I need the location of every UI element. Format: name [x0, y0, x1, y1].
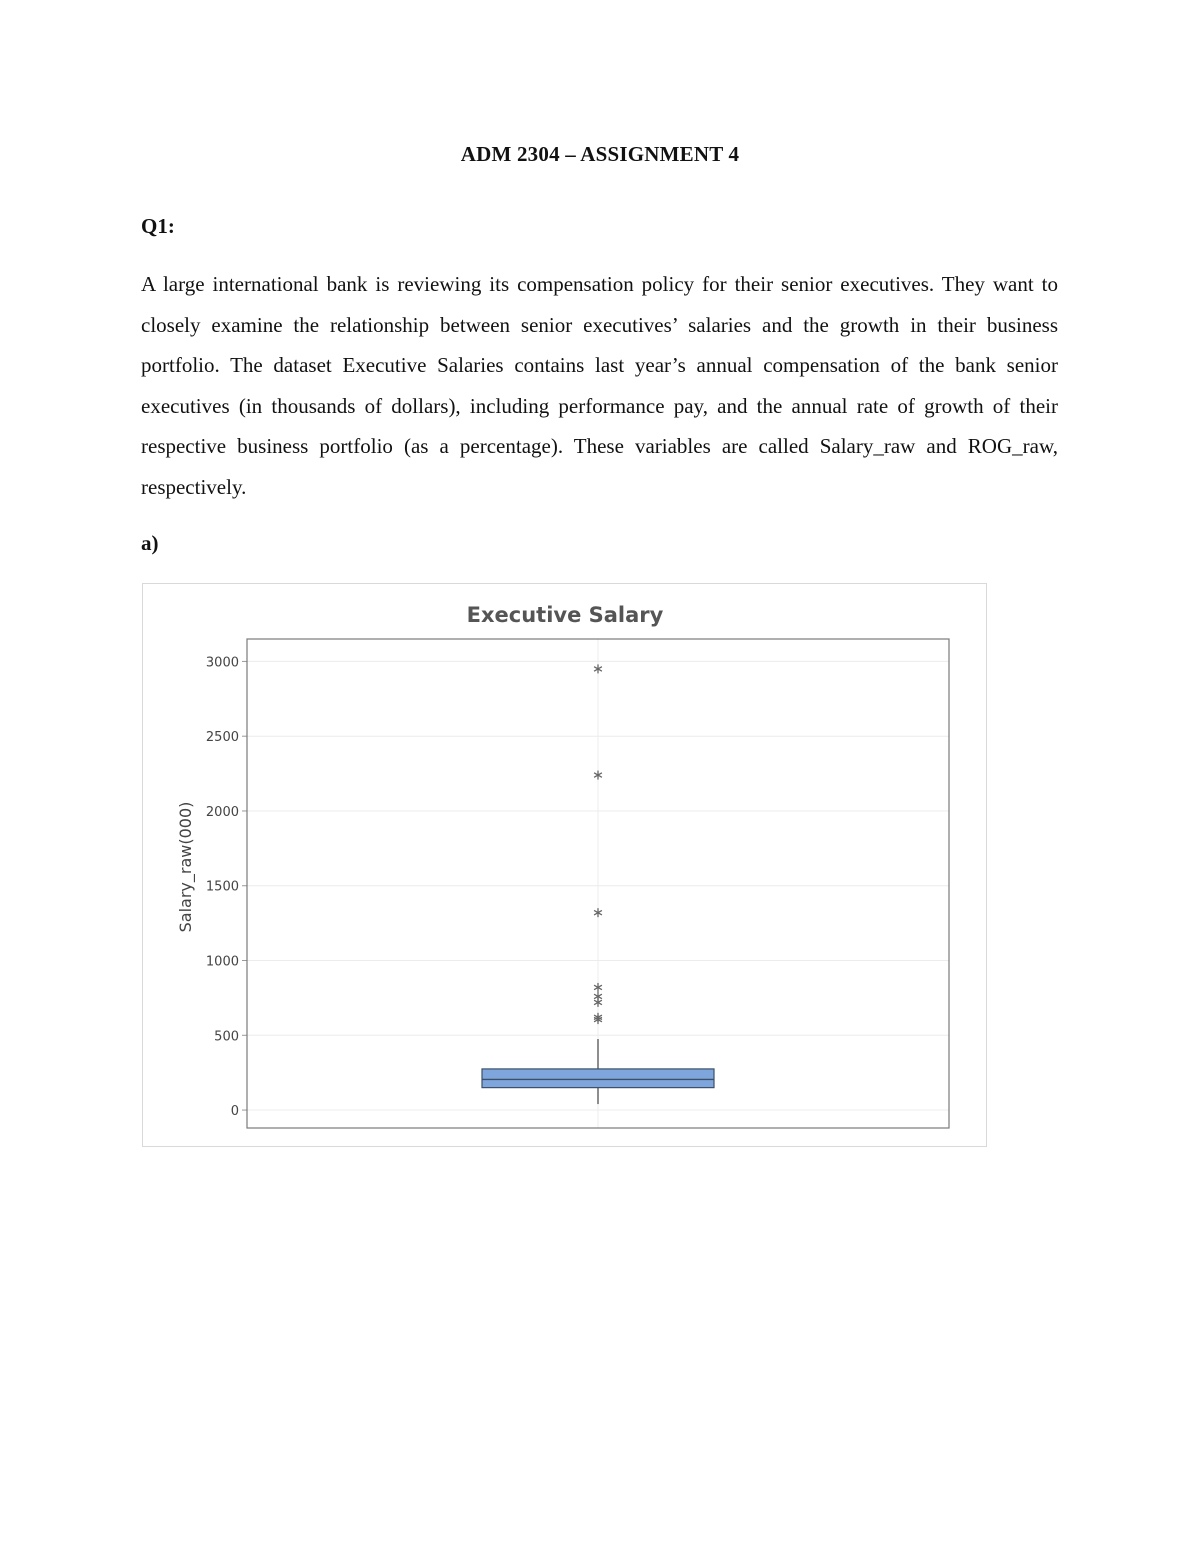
- outlier-point-4: [594, 983, 602, 992]
- document-title: ADM 2304 – ASSIGNMENT 4: [460, 142, 740, 166]
- y-tick-label-3000: 3000: [205, 655, 239, 671]
- outlier-point-6: [594, 998, 602, 1007]
- iqr-box: [482, 1069, 714, 1088]
- outlier-point-3: [594, 908, 602, 917]
- y-tick-label-2500: 2500: [205, 730, 239, 746]
- y-tick-label-2000: 2000: [205, 804, 239, 820]
- question-paragraph: A large international bank is reviewing its compensation policy for their senior executives. They want to closely examine the relationship between senior executives’ salaries and the growth in their business portfolio. The dataset Executive Salaries contains last year’s annual compensation of the bank senior executives (in thousands of dollars), including performance pay, and the annual rate of growth of their respective business portfolio (as a percentage). These variables are called Salary_raw and ROG_raw, respectively.: [141, 272, 1058, 499]
- y-tick-label-1500: 1500: [205, 879, 239, 895]
- chart-title: Executive Salary: [466, 603, 664, 627]
- boxplot-figure: [142, 583, 987, 1147]
- part-label: a): [141, 531, 159, 555]
- question-label: Q1:: [141, 214, 175, 238]
- y-tick-label-500: 500: [214, 1029, 239, 1045]
- boxplot-chart: [143, 584, 988, 1148]
- y-axis-label: Salary_raw(000): [176, 801, 195, 933]
- y-tick-label-1000: 1000: [205, 954, 239, 970]
- y-tick-label-0: 0: [230, 1104, 239, 1120]
- outlier-point-2: [594, 771, 602, 780]
- y-tick-layer: [206, 655, 247, 1119]
- outlier-point-1: [594, 664, 602, 673]
